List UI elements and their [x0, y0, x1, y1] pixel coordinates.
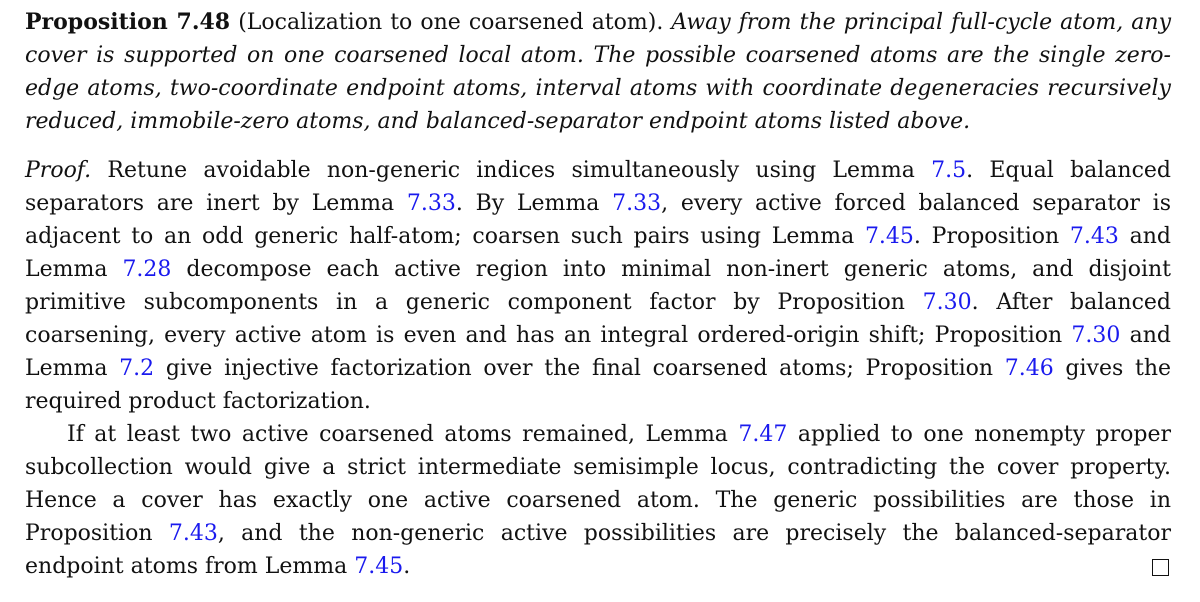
proof-text-segment: gives the required product factorization. [25, 356, 1172, 414]
cross-reference-link[interactable]: 7.2 [119, 356, 155, 381]
cross-reference-link[interactable]: 7.5 [931, 158, 967, 183]
cross-reference-link[interactable]: 7.46 [1004, 356, 1054, 381]
proof-text-segment: . [403, 554, 411, 579]
proof-text-segment: give injective factorization over the final coarsened atoms; Proposition [154, 356, 1005, 381]
proof-paragraph-1 [25, 154, 1171, 418]
proof-text-2 [25, 422, 1171, 579]
cross-reference-link[interactable]: 7.33 [612, 191, 662, 216]
proposition-block [25, 6, 1171, 138]
proof-text-segment: . By Lemma [455, 191, 613, 216]
cross-reference-link[interactable]: 7.30 [1071, 323, 1121, 348]
proof-text-segment: . Equal balanced separators are inert by Lemma [25, 158, 1172, 216]
proof-text-segment: If at least two active coarsened atoms remained, Lemma [67, 422, 739, 447]
proof-text-1 [25, 158, 1171, 414]
cross-reference-link[interactable]: 7.45 [864, 224, 914, 249]
proof-paragraph-2 [25, 418, 1171, 583]
proof-text-segment: applied to one nonempty proper subcollection would give a strict intermediate semisimple locus, contradicting the cover property. Hence a cover has exactly one active coarsened atom. The generic possibilities are those in Proposition [25, 422, 1171, 546]
proof-label: Proof. [25, 158, 92, 183]
qed-square-icon [1152, 559, 1169, 576]
proof-text-segment: decompose each active region into minimal non-inert generic atoms, and disjoint primitive subcomponents in a generic component factor by Proposition [25, 257, 1171, 315]
cross-reference-link[interactable]: 7.30 [922, 290, 972, 315]
cross-reference-link[interactable]: 7.43 [1069, 224, 1119, 249]
paper-page [25, 6, 1171, 583]
proposition-statement: Away from the principal full-cycle atom, any cover is supported on one coarsened local atom. The possible coarsened atoms are the single zero-edge atoms, two-coordinate endpoint atoms, interval atoms with coordinate degeneracies recursively reduced, immobile-zero atoms, and balanced-separator endpoint atoms listed above. [25, 10, 1171, 134]
proposition-label: Proposition 7.48 [25, 9, 231, 35]
cross-reference-link[interactable]: 7.43 [168, 521, 218, 546]
cross-reference-link[interactable]: 7.45 [354, 554, 404, 579]
proof-text-segment: and Lemma [25, 224, 1171, 282]
proof-text-segment: . After balanced coarsening, every active atom is even and has an integral ordered-origin shift; Proposition [25, 290, 1171, 348]
proof-text-segment: , every active forced balanced separator is adjacent to an odd generic half-atom; coarsen such pairs using Lemma [25, 191, 1171, 249]
proof-text-segment: , and the non-generic active possibilities are precisely the balanced-separator endpoint atoms from Lemma [25, 521, 1171, 579]
proof-text-segment: and Lemma [25, 323, 1171, 381]
cross-reference-link[interactable]: 7.28 [122, 257, 172, 282]
cross-reference-link[interactable]: 7.47 [738, 422, 788, 447]
proof-text-segment: . Proposition [913, 224, 1070, 249]
proposition-title: (Localization to one coarsened atom). [238, 10, 664, 35]
proof-text-segment: Retune avoidable non-generic indices simultaneously using Lemma [91, 158, 932, 183]
cross-reference-link[interactable]: 7.33 [406, 191, 456, 216]
